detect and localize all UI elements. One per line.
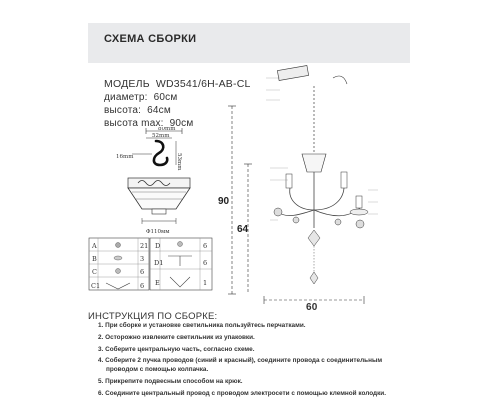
chandelier-diagram [218,60,393,315]
spec-model-value: WD3541/6H-AB-CL [155,78,251,90]
part-letter: D1 [154,259,164,267]
part-quantity: 6 [140,268,145,276]
part-letter: E [155,279,160,287]
dim-height-max: 90 [218,196,230,207]
hook-diagram [112,127,192,175]
part-letter: B [92,255,97,263]
hook-dim-left: 16mm [116,154,134,160]
part-quantity: 6 [203,242,208,250]
part-quantity: 6 [203,259,208,267]
spec-height-label: высота: [104,105,142,116]
hook-shape-icon [154,141,167,165]
instruction-item: 6. Соедините центральный провод с проводом электросети с помощью клемной колодки. [98,390,387,397]
spec-diameter [104,92,177,103]
hook-dim-top: 80mm [158,127,176,132]
part-quantity: 21 [140,242,149,250]
spec-diameter-value: 60см [153,92,178,103]
instruction-item: 4. Соберите 2 пучка проводов (синий и красный), соедините провода с соединительным [98,357,383,364]
canopy-dim-bottom: Φ110мм [146,229,170,235]
hook-dim-right: 53mm [176,153,182,171]
part-quantity: 3 [140,255,145,263]
instruction-item: 3. Соберите центральную часть, согласно схеме. [98,346,255,353]
instruction-item: 5. Прикрепите подвесным способом на крюк. [98,378,243,385]
part-quantity: 1 [203,279,208,287]
dim-height: 64 [237,224,249,235]
page-title: СХЕМА СБОРКИ [104,33,197,45]
instruction-item-continued: проводом с помощью колпачка. [106,366,209,373]
part-quantity: 6 [140,282,145,290]
part-letter: A [92,242,97,250]
part-letter: D [155,242,161,250]
spec-diameter-label: диаметр: [104,92,148,103]
spec-height-max-value: 90см [169,118,194,129]
canopy-diagram [118,175,200,237]
part-letter: C1 [91,282,101,290]
spec-height [104,105,171,116]
hook-dim-mid: 52mm [152,133,170,139]
spec-height-value: 64см [147,105,171,116]
dim-diameter: 60 [306,302,318,313]
spec-model-label: МОДЕЛЬ [104,78,150,90]
spec-height-max-label: высота max: [104,118,164,129]
instruction-item: 1. При сборке и установке светильника пользуйтесь перчатками. [98,322,306,329]
part-letter: C [92,268,97,276]
parts-table [88,237,216,291]
instructions-title: ИНСТРУКЦИЯ ПО СБОРКЕ: [88,311,218,322]
instruction-item: 2. Осторожно извлеките светильник из упаковки. [98,334,255,341]
